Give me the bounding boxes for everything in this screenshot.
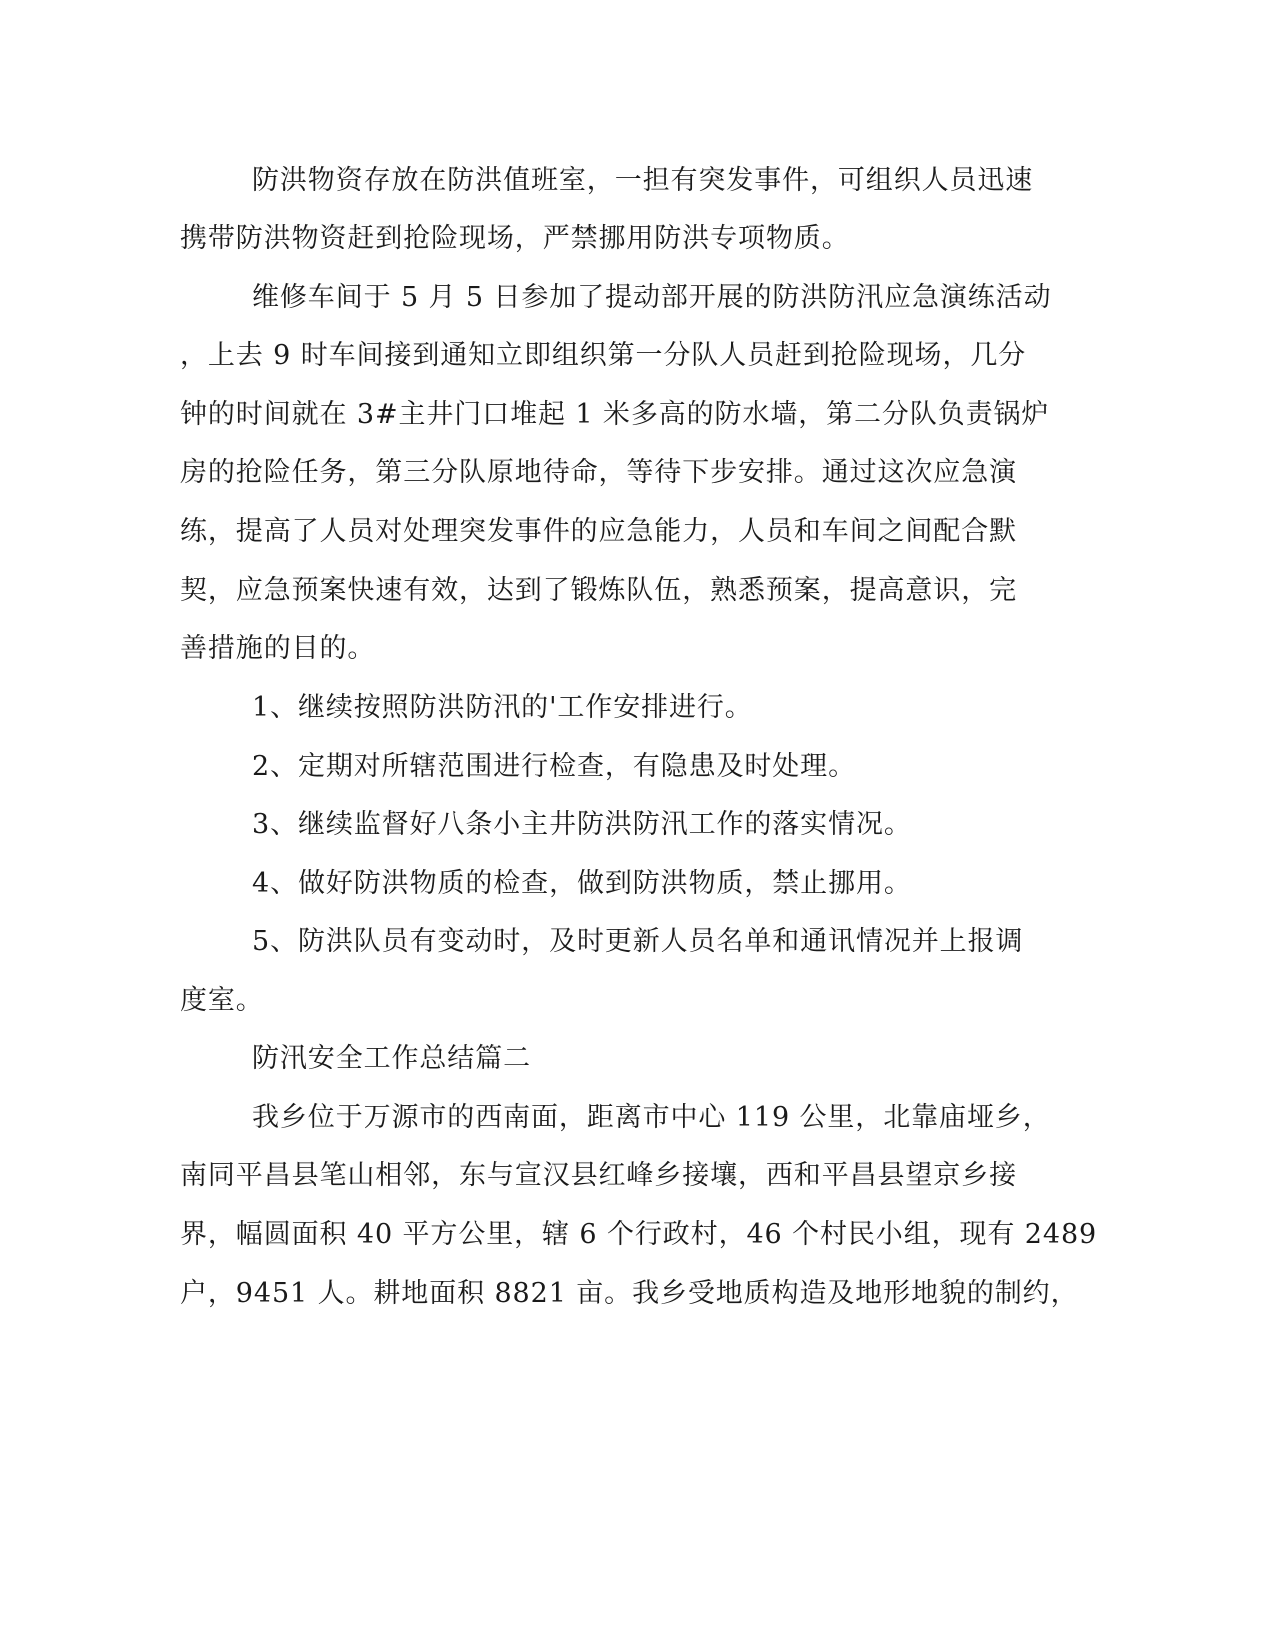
text-line: 钟的时间就在 3#主井门口堆起 1 米多高的防水墙，第二分队负责锅炉 <box>180 399 1050 430</box>
section-heading: 防汛安全工作总结篇二 <box>252 1043 531 1074</box>
text-line: 房的抢险任务，第三分队原地待命，等待下步安排。通过这次应急演 <box>180 457 1017 488</box>
text-line: ，上去 9 时车间接到通知立即组织第一分队人员赶到抢险现场，几分 <box>180 340 1027 371</box>
list-item: 5、防洪队员有变动时，及时更新人员名单和通讯情况并上报调 <box>252 926 1024 957</box>
text-line: 练，提高了人员对处理突发事件的应急能力，人员和车间之间配合默 <box>180 516 1017 547</box>
list-item: 3、继续监督好八条小主井防洪防汛工作的落实情况。 <box>252 809 912 840</box>
text-line: 维修车间于 5 月 5 日参加了提动部开展的防洪防汛应急演练活动 <box>252 282 1052 313</box>
text-line: 户，9451 人。耕地面积 8821 亩。我乡受地质构造及地形地貌的制约， <box>180 1278 1079 1309</box>
text-line: 界，幅圆面积 40 平方公里，辖 6 个行政村，46 个村民小组，现有 2489 <box>180 1219 1098 1250</box>
list-item: 1、继续按照防洪防汛的'工作安排进行。 <box>252 692 753 723</box>
text-line: 契，应急预案快速有效，达到了锻炼队伍，熟悉预案，提高意识，完 <box>180 575 1017 606</box>
text-line: 度室。 <box>180 985 264 1016</box>
list-item: 4、做好防洪物质的检查，做到防洪物质，禁止挪用。 <box>252 868 912 899</box>
text-line: 携带防洪物资赶到抢险现场，严禁挪用防洪专项物质。 <box>180 223 850 254</box>
text-line: 我乡位于万源市的西南面，距离市中心 119 公里，北靠庙垭乡， <box>252 1102 1051 1133</box>
text-line: 南同平昌县笔山相邻，东与宣汉县红峰乡接壤，西和平昌县望京乡接 <box>180 1160 1017 1191</box>
text-line: 善措施的目的。 <box>180 633 376 664</box>
list-item: 2、定期对所辖范围进行检查，有隐患及时处理。 <box>252 751 856 782</box>
text-line: 防洪物资存放在防洪值班室，一担有突发事件，可组织人员迅速 <box>252 165 1034 196</box>
